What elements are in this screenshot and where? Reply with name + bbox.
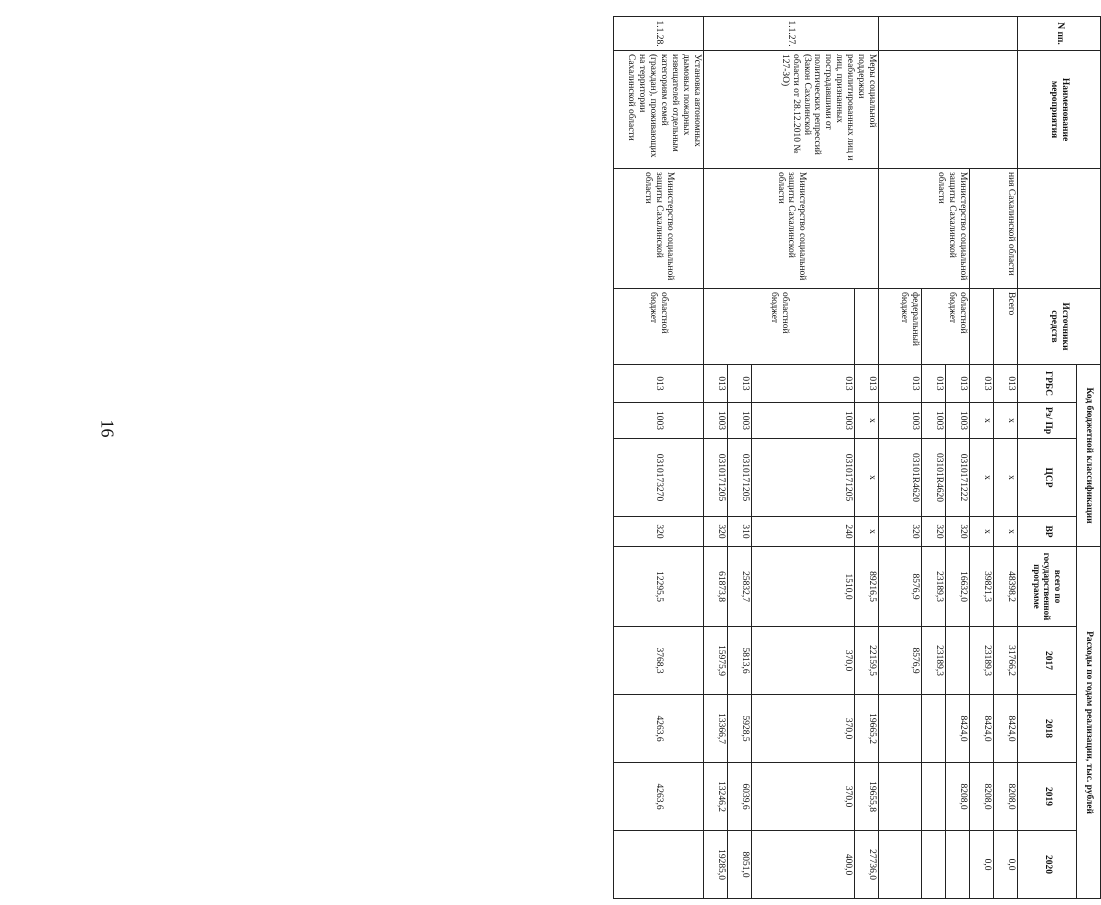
item-number: 1.1.28. (614, 17, 704, 51)
item-name: Установка автономных дымовых пожарных извещателей отдельным категориям семей (граждан), проживающих на территории Сахалинской области (614, 51, 704, 169)
executor-cell: Министерство социальной защиты Сахалинской области (879, 169, 970, 289)
table-row: ния Сахалинской области Всего 013 x x x 48398,2 31766,2 8424,0 8208,0 0,0 (994, 17, 1018, 899)
table-row: 1.1.28. Установка автономных дымовых пожарных извещателей отдельным категориям семей (граждан), проживающих на территории Сахалинской области Министерство социальной защиты Сахалинской области областной бюджет 013 1003 0310173270 320 12295,5 3768,3 4263,6 4263,6 (614, 17, 704, 899)
table-row: 013 1003 0310171205 320 61873,8 15975,9 13366,7 13246,2 19285,0 (704, 17, 728, 899)
col-rzpr: Рз/ Пр (1018, 403, 1077, 439)
table-row: федеральный бюджет 013 1003 03101R4620 320 8576,9 8576,9 (879, 17, 922, 899)
table-row: 013 x x x 39821,3 23189,3 8424,0 8208,0 0,0 (970, 17, 994, 899)
col-2018: 2018 (1018, 695, 1077, 763)
col-grbs: ГРБС (1018, 365, 1077, 403)
header-row-1 (1076, 17, 1100, 899)
page-number: 16 (97, 419, 118, 438)
col-source: Источники средств (1018, 289, 1101, 365)
item-name: Меры социальной поддержки реабилитированных лиц и лиц, признанных пострадавшими от политических репрессий (Закон Сахалинской области от 28.12.2010 № 127-ЗО) (704, 51, 879, 169)
col-vr: ВР (1018, 517, 1077, 547)
table-row: 013 1003 0310171205 310 25832,7 5813,6 5928,5 6039,6 8051,0 (728, 17, 752, 899)
table-row: областной бюджет 013 1003 0310171205 240 1510,0 370,0 370,0 370,0 400,0 (752, 17, 855, 899)
table-row: 1.1.27. Меры социальной поддержки реабилитированных лиц и лиц, признанных пострадавшими от политических репрессий (Закон Сахалинской области от 28.12.2010 № 127-ЗО) Министерство социальной защиты Сахалинской области 013 x x x 89216,5 22159,5 19665,2 19655,8 27736,0 (855, 17, 879, 899)
col-executor (1018, 169, 1101, 289)
col-2020: 2020 (1018, 831, 1077, 899)
col-expenses: Расходы по годам реализации, тыс. рублей (1076, 547, 1100, 899)
col-name: Наименование мероприятия (1018, 51, 1101, 169)
budget-table (613, 16, 1101, 899)
executor-cell: ния Сахалинской области (970, 169, 1018, 289)
table-row: Министерство социальной защиты Сахалинской области областной бюджет 013 1003 0310171222 320 16632,0 8424,0 8208,0 (946, 17, 970, 899)
col-2019: 2019 (1018, 763, 1077, 831)
col-2017: 2017 (1018, 627, 1077, 695)
col-n: N пп. (1018, 17, 1101, 51)
budget-table-sheet (613, 16, 1101, 898)
table-row: 013 1003 03101R4620 320 23189,3 23189,3 (921, 17, 945, 899)
col-total: всего по государственной программе (1018, 547, 1077, 627)
item-number: 1.1.27. (704, 17, 879, 51)
col-csr: ЦСР (1018, 439, 1077, 517)
col-budget-code: Код бюджетной классификации (1076, 365, 1100, 547)
